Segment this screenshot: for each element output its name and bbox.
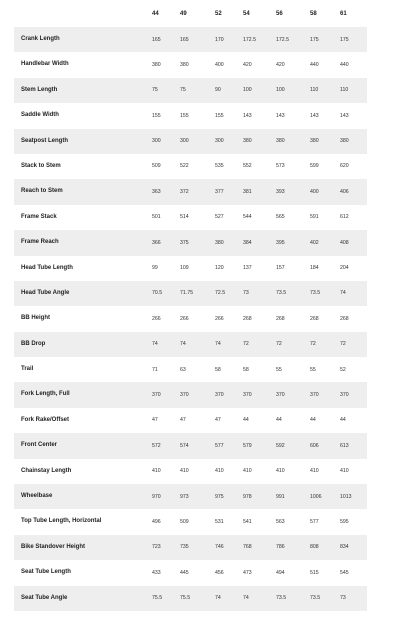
table-row (14, 484, 367, 509)
table-cell: 44 (276, 417, 282, 424)
table-cell: 55 (310, 366, 316, 373)
table-cell: 143 (243, 112, 252, 119)
table-cell: 71 (152, 366, 158, 373)
table-row (14, 509, 367, 534)
table-cell: 73 (243, 290, 249, 297)
table-cell: 266 (152, 315, 161, 322)
table-cell: 370 (243, 391, 252, 398)
table-cell: 380 (340, 138, 349, 145)
table-cell: 565 (276, 214, 285, 221)
table-cell: 370 (152, 391, 161, 398)
table-cell: 47 (180, 417, 186, 424)
table-cell: 433 (152, 569, 161, 576)
table-cell: 420 (276, 61, 285, 68)
geometry-rows (14, 27, 367, 611)
table-row (14, 154, 367, 179)
row-label: Front Center (21, 442, 57, 449)
table-cell: 380 (180, 61, 189, 68)
row-label: Stack to Stem (21, 162, 61, 169)
row-label: Saddle Width (21, 112, 59, 119)
table-cell: 440 (310, 61, 319, 68)
table-cell: 445 (180, 569, 189, 576)
row-label: Trail (21, 366, 34, 373)
row-label: Stem Length (21, 86, 58, 93)
table-row (14, 535, 367, 560)
table-cell: 400 (215, 61, 224, 68)
table-cell: 544 (243, 214, 252, 221)
table-cell: 44 (340, 417, 346, 424)
table-cell: 155 (215, 112, 224, 119)
table-cell: 137 (243, 265, 252, 272)
size-column-header: 56 (276, 11, 283, 17)
row-label: Frame Reach (21, 239, 59, 246)
table-row (14, 129, 367, 154)
table-cell: 501 (152, 214, 161, 221)
table-cell: 75 (180, 87, 186, 94)
table-cell: 268 (276, 315, 285, 322)
table-cell: 1013 (340, 493, 352, 500)
table-cell: 72 (310, 341, 316, 348)
table-cell: 620 (340, 163, 349, 170)
row-label: Head Tube Angle (21, 289, 70, 296)
row-label: Top Tube Length, Horizontal (21, 518, 102, 525)
table-cell: 143 (340, 112, 349, 119)
table-cell: 268 (340, 315, 349, 322)
table-cell: 55 (276, 366, 282, 373)
table-cell: 72 (340, 341, 346, 348)
table-cell: 73.5 (310, 290, 321, 297)
row-label: Seat Tube Length (21, 569, 71, 576)
table-cell: 834 (340, 544, 349, 551)
table-cell: 991 (276, 493, 285, 500)
table-cell: 72.5 (215, 290, 226, 297)
table-row (14, 205, 367, 230)
table-cell: 175 (310, 36, 319, 43)
table-row (14, 230, 367, 255)
table-cell: 155 (152, 112, 161, 119)
table-cell: 527 (215, 214, 224, 221)
table-cell: 393 (276, 188, 285, 195)
table-cell: 175 (340, 36, 349, 43)
table-cell: 408 (340, 239, 349, 246)
table-cell: 63 (180, 366, 186, 373)
table-cell: 768 (243, 544, 252, 551)
size-column-header: 61 (340, 11, 347, 17)
table-cell: 73.5 (276, 595, 287, 602)
table-cell: 552 (243, 163, 252, 170)
table-cell: 155 (180, 112, 189, 119)
table-cell: 612 (340, 214, 349, 221)
geometry-table (14, 0, 367, 611)
table-cell: 52 (340, 366, 346, 373)
table-cell: 100 (243, 87, 252, 94)
table-row (14, 408, 367, 433)
table-cell: 204 (340, 265, 349, 272)
table-cell: 592 (276, 442, 285, 449)
row-label: Crank Length (21, 36, 60, 42)
table-cell: 370 (340, 391, 349, 398)
table-cell: 808 (310, 544, 319, 551)
table-cell: 735 (180, 544, 189, 551)
table-cell: 456 (215, 569, 224, 576)
table-cell: 377 (215, 188, 224, 195)
table-cell: 563 (276, 518, 285, 525)
table-cell: 380 (152, 61, 161, 68)
table-cell: 535 (215, 163, 224, 170)
table-cell: 375 (180, 239, 189, 246)
row-label: Wheelbase (21, 493, 53, 500)
table-cell: 473 (243, 569, 252, 576)
table-cell: 410 (340, 468, 349, 475)
table-cell: 746 (215, 544, 224, 551)
table-cell: 380 (276, 138, 285, 145)
table-cell: 74 (180, 341, 186, 348)
table-cell: 613 (340, 442, 349, 449)
table-cell: 440 (340, 61, 349, 68)
table-cell: 44 (310, 417, 316, 424)
table-cell: 572 (152, 442, 161, 449)
table-cell: 591 (310, 214, 319, 221)
table-cell: 402 (310, 239, 319, 246)
table-cell: 577 (215, 442, 224, 449)
table-cell: 143 (276, 112, 285, 119)
table-cell: 522 (180, 163, 189, 170)
table-cell: 574 (180, 442, 189, 449)
table-row (14, 586, 367, 611)
row-label: Fork Rake/Offset (21, 416, 70, 423)
table-cell: 73.5 (276, 290, 287, 297)
table-cell: 74 (152, 341, 158, 348)
table-cell: 573 (276, 163, 285, 170)
table-cell: 73.5 (310, 595, 321, 602)
table-cell: 143 (310, 112, 319, 119)
table-cell: 370 (215, 391, 224, 398)
table-row (14, 357, 367, 382)
table-cell: 300 (215, 138, 224, 145)
table-cell: 120 (215, 265, 224, 272)
table-row (14, 306, 367, 331)
table-cell: 109 (180, 265, 189, 272)
table-cell: 72 (276, 341, 282, 348)
row-label: BB Drop (21, 340, 46, 347)
table-cell: 172.5 (243, 36, 256, 43)
table-cell: 723 (152, 544, 161, 551)
row-label: Frame Stack (21, 213, 57, 220)
table-cell: 100 (276, 87, 285, 94)
table-cell: 300 (180, 138, 189, 145)
table-cell: 420 (243, 61, 252, 68)
table-cell: 606 (310, 442, 319, 449)
table-cell: 47 (215, 417, 221, 424)
table-cell: 372 (180, 188, 189, 195)
table-row (14, 52, 367, 77)
table-cell: 380 (215, 239, 224, 246)
table-cell: 266 (215, 315, 224, 322)
table-cell: 978 (243, 493, 252, 500)
table-row (14, 560, 367, 585)
size-column-header: 49 (180, 11, 187, 17)
table-cell: 384 (243, 239, 252, 246)
table-cell: 363 (152, 188, 161, 195)
table-cell: 370 (276, 391, 285, 398)
table-cell: 75.5 (180, 595, 191, 602)
row-label: Bike Standover Height (21, 543, 86, 550)
table-cell: 579 (243, 442, 252, 449)
table-cell: 75 (152, 87, 158, 94)
row-label: BB Height (21, 315, 50, 322)
table-cell: 74 (243, 595, 249, 602)
table-cell: 410 (243, 468, 252, 475)
table-cell: 74 (340, 290, 346, 297)
table-cell: 545 (340, 569, 349, 576)
table-cell: 268 (243, 315, 252, 322)
table-row (14, 281, 367, 306)
table-cell: 72 (243, 341, 249, 348)
table-cell: 99 (152, 265, 158, 272)
table-cell: 70.5 (152, 290, 163, 297)
table-cell: 406 (340, 188, 349, 195)
table-row (14, 332, 367, 357)
table-cell: 531 (215, 518, 224, 525)
table-cell: 395 (276, 239, 285, 246)
table-cell: 410 (215, 468, 224, 475)
table-cell: 157 (276, 265, 285, 272)
table-row (14, 382, 367, 407)
table-row (14, 459, 367, 484)
table-cell: 599 (310, 163, 319, 170)
table-cell: 110 (310, 87, 319, 94)
table-cell: 58 (215, 366, 221, 373)
table-row (14, 103, 367, 128)
table-cell: 509 (152, 163, 161, 170)
size-column-header: 58 (310, 11, 317, 17)
table-cell: 410 (152, 468, 161, 475)
table-row (14, 179, 367, 204)
table-cell: 266 (180, 315, 189, 322)
table-cell: 172.5 (276, 36, 289, 43)
row-label: Reach to Stem (21, 188, 63, 195)
table-cell: 1006 (310, 493, 322, 500)
table-cell: 410 (180, 468, 189, 475)
table-cell: 75.5 (152, 595, 163, 602)
table-row (14, 256, 367, 281)
table-cell: 514 (180, 214, 189, 221)
table-row (14, 27, 367, 52)
table-cell: 73 (340, 595, 346, 602)
table-cell: 515 (310, 569, 319, 576)
table-cell: 90 (215, 87, 221, 94)
table-cell: 410 (276, 468, 285, 475)
table-cell: 509 (180, 518, 189, 525)
table-cell: 300 (152, 138, 161, 145)
table-cell: 110 (340, 87, 349, 94)
table-cell: 973 (180, 493, 189, 500)
row-label: Fork Length, Full (21, 391, 70, 398)
table-cell: 47 (152, 417, 158, 424)
table-cell: 380 (310, 138, 319, 145)
table-cell: 170 (215, 36, 224, 43)
table-row (14, 78, 367, 103)
size-column-header: 44 (152, 11, 159, 17)
table-cell: 541 (243, 518, 252, 525)
row-label: Handlebar Width (21, 61, 69, 68)
table-cell: 380 (243, 138, 252, 145)
table-cell: 165 (180, 36, 189, 43)
size-column-header: 52 (215, 11, 222, 17)
table-cell: 496 (152, 518, 161, 525)
size-column-header: 54 (243, 11, 250, 17)
table-cell: 74 (215, 341, 221, 348)
table-cell: 577 (310, 518, 319, 525)
row-label: Head Tube Length (21, 264, 73, 271)
table-row (14, 433, 367, 458)
table-cell: 370 (180, 391, 189, 398)
table-cell: 71.75 (180, 290, 193, 297)
table-cell: 370 (310, 391, 319, 398)
table-cell: 184 (310, 265, 319, 272)
row-label: Seatpost Length (21, 137, 69, 144)
table-cell: 268 (310, 315, 319, 322)
table-cell: 74 (215, 595, 221, 602)
table-cell: 975 (215, 493, 224, 500)
table-cell: 970 (152, 493, 161, 500)
table-cell: 595 (340, 518, 349, 525)
table-cell: 58 (243, 366, 249, 373)
row-label: Chainstay Length (21, 467, 72, 474)
table-cell: 44 (243, 417, 249, 424)
table-cell: 381 (243, 188, 252, 195)
table-cell: 494 (276, 569, 285, 576)
table-cell: 410 (310, 468, 319, 475)
row-label: Seat Tube Angle (21, 594, 68, 601)
table-cell: 786 (276, 544, 285, 551)
size-header-row (14, 0, 367, 27)
table-cell: 366 (152, 239, 161, 246)
table-cell: 165 (152, 36, 161, 43)
table-cell: 400 (310, 188, 319, 195)
